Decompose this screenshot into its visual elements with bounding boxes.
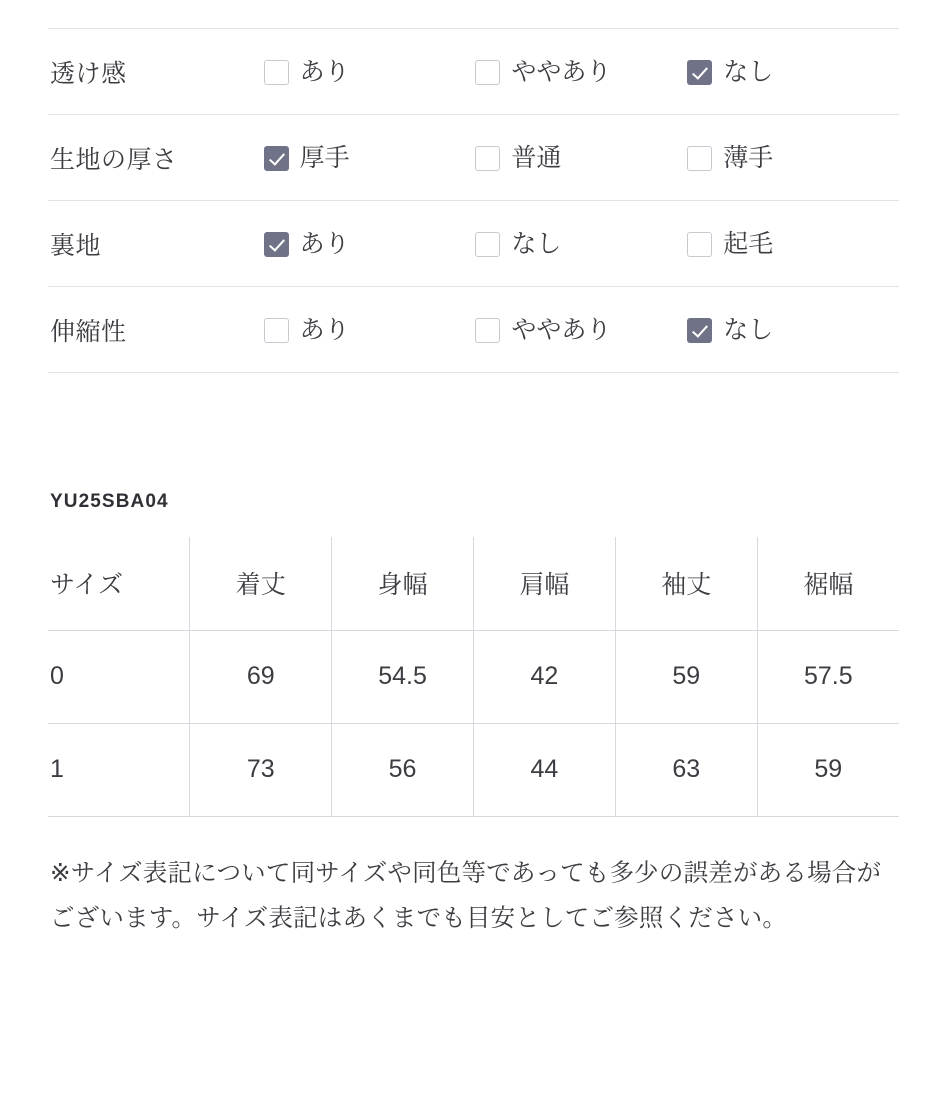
fabric-attributes-body: [48, 29, 899, 373]
column-header: 肩幅: [473, 537, 615, 630]
table-cell: 42: [473, 630, 615, 723]
table-cell: 54.5: [332, 630, 474, 723]
table-cell: 59: [757, 723, 899, 816]
option-label: ややあり: [511, 57, 612, 86]
option-inner: [687, 57, 899, 86]
column-header: サイズ: [48, 537, 190, 630]
table-row: [48, 630, 899, 723]
table-row: [48, 287, 899, 373]
column-header: 裾幅: [757, 537, 899, 630]
attribute-option[interactable]: [264, 287, 476, 373]
table-cell: 0: [48, 630, 190, 723]
option-label: あり: [299, 229, 350, 258]
checkbox-unchecked-icon[interactable]: [687, 146, 712, 171]
option-inner: [687, 143, 899, 172]
option-label: 起毛: [723, 229, 774, 258]
table-row: [48, 29, 899, 115]
table-row: [48, 201, 899, 287]
attribute-option[interactable]: [264, 115, 476, 201]
table-cell: 59: [615, 630, 757, 723]
checkbox-unchecked-icon[interactable]: [264, 60, 289, 85]
attribute-option[interactable]: [475, 115, 687, 201]
attribute-option[interactable]: [264, 29, 476, 115]
option-label: なし: [511, 229, 562, 258]
table-header-row: [48, 537, 899, 630]
checkbox-checked-icon[interactable]: [264, 232, 289, 257]
option-inner: [475, 143, 687, 172]
checkbox-unchecked-icon[interactable]: [475, 318, 500, 343]
table-cell: 56: [332, 723, 474, 816]
product-detail-page: [0, 28, 947, 941]
option-label: あり: [299, 315, 350, 344]
fabric-attributes-table: [48, 28, 899, 373]
attribute-option[interactable]: [475, 29, 687, 115]
attribute-option[interactable]: [475, 201, 687, 287]
table-cell: 63: [615, 723, 757, 816]
attribute-option[interactable]: [475, 287, 687, 373]
checkbox-checked-icon[interactable]: [687, 60, 712, 85]
checkbox-unchecked-icon[interactable]: [475, 60, 500, 85]
option-inner: [264, 57, 476, 86]
option-inner: [687, 229, 899, 258]
table-row: [48, 723, 899, 816]
table-cell: 57.5: [757, 630, 899, 723]
attribute-option[interactable]: [264, 201, 476, 287]
table-cell: 44: [473, 723, 615, 816]
checkbox-unchecked-icon[interactable]: [687, 232, 712, 257]
option-label: あり: [299, 57, 350, 86]
size-disclaimer-note: ※サイズ表記について同サイズや同色等であっても多少の誤差がある場合がございます。サイズ表記はあくまでも目安としてご参照ください。: [50, 859, 882, 932]
option-inner: [475, 57, 687, 86]
option-label: なし: [723, 315, 774, 344]
option-inner: [264, 315, 476, 344]
attribute-option[interactable]: [687, 115, 899, 201]
option-inner: [264, 229, 476, 258]
product-code: YU25SBA04: [50, 491, 169, 512]
checkbox-unchecked-icon[interactable]: [264, 318, 289, 343]
option-label: 普通: [511, 143, 562, 172]
table-cell: 69: [190, 630, 332, 723]
section-spacer: [48, 373, 899, 491]
checkbox-checked-icon[interactable]: [264, 146, 289, 171]
attribute-label: 生地の厚さ: [50, 146, 178, 174]
option-inner: [475, 315, 687, 344]
option-label: 薄手: [723, 143, 774, 172]
size-chart-body: [48, 537, 899, 816]
table-cell: 73: [190, 723, 332, 816]
attribute-option[interactable]: [687, 201, 899, 287]
option-label: ややあり: [511, 315, 612, 344]
attribute-label: 透け感: [50, 60, 127, 88]
attribute-label: 裏地: [50, 232, 102, 260]
checkbox-unchecked-icon[interactable]: [475, 146, 500, 171]
option-inner: [264, 143, 476, 172]
checkbox-checked-icon[interactable]: [687, 318, 712, 343]
option-inner: [475, 229, 687, 258]
attribute-option[interactable]: [687, 29, 899, 115]
table-row: [48, 115, 899, 201]
checkbox-unchecked-icon[interactable]: [475, 232, 500, 257]
option-inner: [687, 315, 899, 344]
column-header: 着丈: [190, 537, 332, 630]
attribute-option[interactable]: [687, 287, 899, 373]
option-label: なし: [723, 57, 774, 86]
size-chart-table: [48, 537, 899, 817]
column-header: 身幅: [332, 537, 474, 630]
option-label: 厚手: [299, 143, 350, 172]
table-cell: 1: [48, 723, 190, 816]
column-header: 袖丈: [615, 537, 757, 630]
attribute-label: 伸縮性: [50, 318, 127, 346]
